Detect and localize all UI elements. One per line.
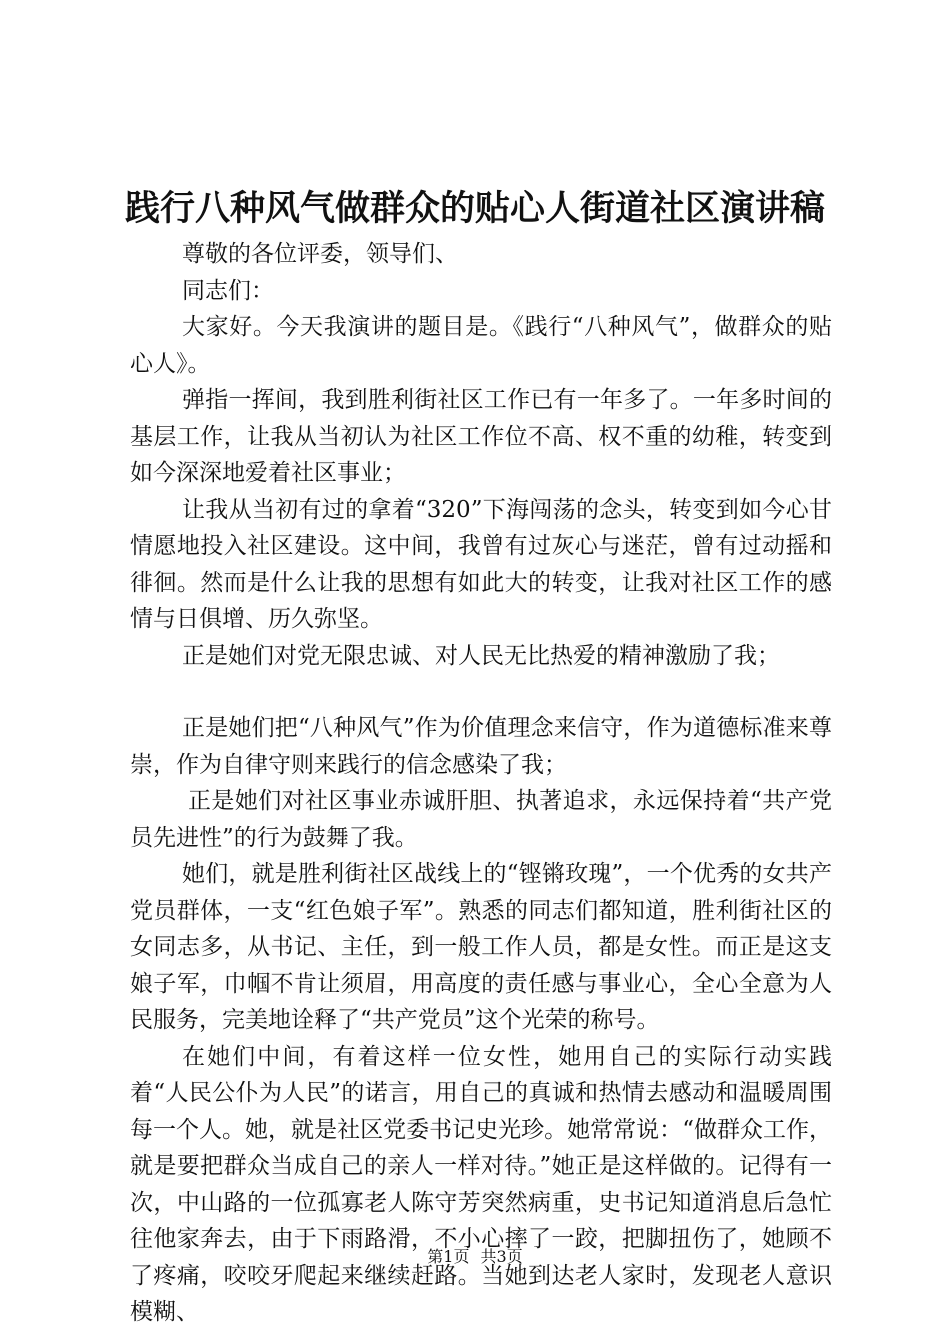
page-total: 共3页: [480, 1247, 523, 1266]
page-footer: [0, 1246, 950, 1268]
body-paragraph: 正是她们对党无限忠诚、对人民无比热爱的精神激励了我；: [182, 642, 780, 669]
body-paragraph: 正是她们把“八种风气”作为价值理念来信守，作为道德标准来尊崇，作为自律守则来践行的信念感染了我；: [130, 715, 832, 778]
document-body: [130, 236, 832, 1331]
body-paragraph: 正是她们对社区事业赤诚肝胆、执著追求，永远保持着“共产党员先进性”的行为鼓舞了我。: [130, 788, 832, 851]
body-paragraph: 她们，就是胜利街社区战线上的“铿锵玫瑰”，一个优秀的女共产党员群体，一支“红色娘子军”。熟悉的同志们都知道，胜利街社区的女同志多，从书记、主任，到一般工作人员，都是女性。而正是这支娘子军，巾帼不肯让须眉，用高度的责任感与事业心，全心全意为人民服务，完美地诠释了“共产党员”这个光荣的称号。: [130, 861, 832, 1033]
body-paragraph: 让我从当初有过的拿着“320”下海闯荡的念头，转变到如今心甘情愿地投入社区建设。这中间，我曾有过灰心与迷茫，曾有过动摇和徘徊。然而是什么让我的思想有如此大的转变，让我对社区工作的感情与日俱增、历久弥坚。: [130, 496, 832, 632]
page-number: 第1页: [427, 1247, 470, 1266]
body-paragraph: 大家好。今天我演讲的题目是。《践行“八种风气”，做群众的贴心人》。: [130, 314, 832, 377]
page-title: 践行八种风气做群众的贴心人街道社区演讲稿: [124, 188, 825, 229]
body-paragraph: 在她们中间，有着这样一位女性，她用自己的实际行动实践着“人民公仆为人民”的诺言，用自己的真诚和热情去感动和温暖周围每一个人。她，就是社区党委书记史光珍。她常常说：“做群众工作，就是要把群众当成自己的亲人一样对待。”她正是这样做的。记得有一次，中山路的一位孤寡老人陈守芳突然病重，史书记知道消息后急忙往他家奔去，由于下雨路滑，不小心摔了一跤，把脚扭伤了，她顾不了疼痛，咬咬牙爬起来继续赶路。当她到达老人家时，发现老人意识模糊、: [130, 1043, 832, 1325]
salutation-paragraph: 同志们：: [182, 277, 274, 304]
body-paragraph: 弹指一挥间，我到胜利街社区工作已有一年多了。一年多时间的基层工作，让我从当初认为社区工作位不高、权不重的幼稚，转变到如今深深地爱着社区事业；: [130, 387, 832, 486]
salutation-paragraph: 尊敬的各位评委，领导们、: [182, 241, 458, 267]
